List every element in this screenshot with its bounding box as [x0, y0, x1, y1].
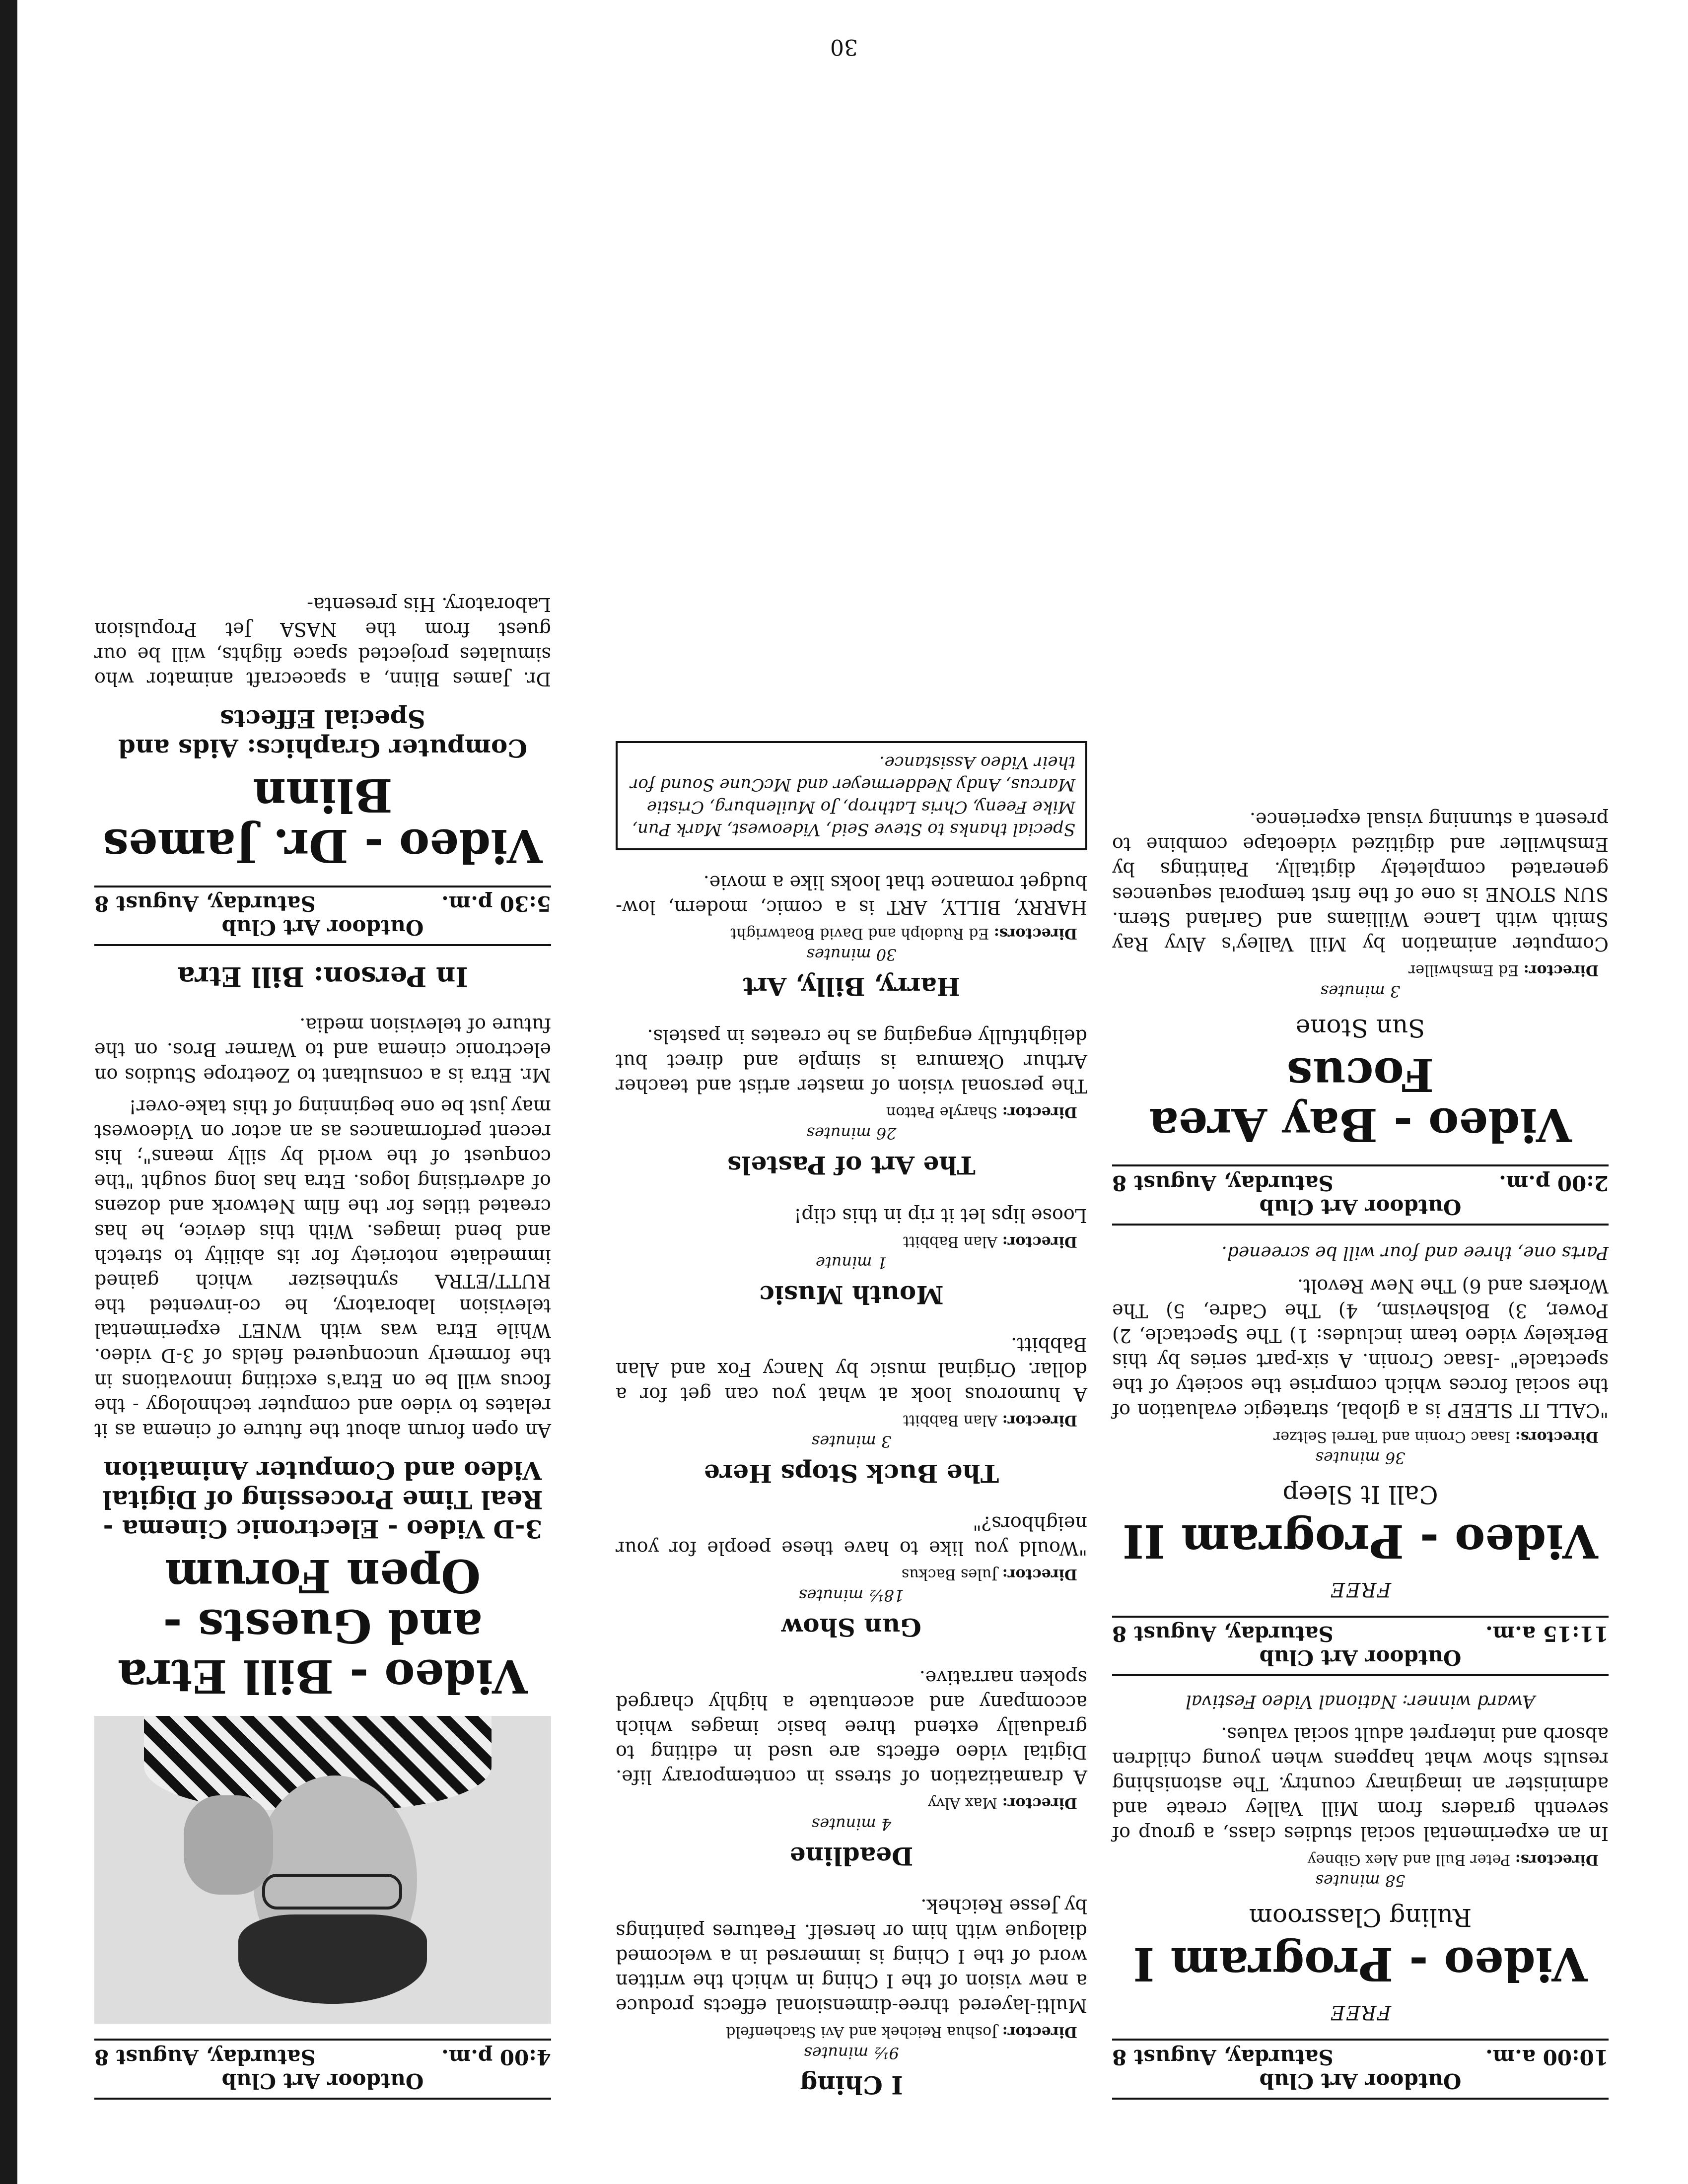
- director-line: Director: Alan Babbitt: [903, 1232, 1077, 1250]
- work-title: Mouth Music: [759, 1280, 944, 1309]
- event-time: 10:00 a.m.: [1485, 2045, 1609, 2069]
- work-entry: [616, 1024, 1087, 1180]
- column-middle: [616, 741, 1087, 2100]
- description: HARRY, BILLY, ART is a comic, modern, low-budget romance that looks like a movie.: [616, 871, 1087, 919]
- work-title: Gun Show: [781, 1613, 921, 1642]
- event-header: [94, 886, 551, 947]
- column-left: [1112, 800, 1609, 2100]
- program-title: Video - Bill Etra and Guests - Open Forum: [117, 1549, 528, 1704]
- screening-note: Parts one, three and four will be screened.: [1221, 1242, 1609, 1263]
- director-line: Director: Jules Backus: [901, 1566, 1077, 1583]
- duration: 36 minutes: [1315, 1448, 1406, 1467]
- award-note: Award winner: National Video Festival: [1186, 1691, 1535, 1712]
- work-entry: [616, 1332, 1087, 1488]
- page-edge-shadow: [0, 0, 17, 2184]
- work-entry: [616, 1665, 1087, 1871]
- description: Computer animation by Mill Valley's Alvy Ray Smith with Lance Williams and Garland Stern. SUN STONE is one of the first temporal sequences generated completely digitally. Paintings by Emshwiller and digitized videotape combine to present a stunning visual experience.: [1112, 809, 1609, 955]
- work-title: Deadline: [789, 1842, 914, 1871]
- description: Multi-layered three-dimensional effects produce a new vision of the I Ching in which the written word of the I Ching is immersed in a welcomed dialogue with him or herself. Features paintings by Jesse Reichek.: [616, 1895, 1087, 2017]
- duration: 58 minutes: [1315, 1871, 1406, 1891]
- description: A dramatization of stress in contemporary life. Digital video effects are used in editing to gradually extend three basic images which accompany and accentuate a highly charged spoken narrative.: [616, 1666, 1087, 1788]
- work-title: Sun Stone: [1295, 1013, 1425, 1042]
- duration: 4 minutes: [811, 1815, 892, 1834]
- event-header: [1112, 1616, 1609, 1677]
- work-title: The Art of Pastels: [727, 1151, 976, 1180]
- admission: FREE: [1329, 1577, 1392, 1601]
- page-number: 30: [830, 34, 858, 60]
- duration: 1 minute: [815, 1253, 888, 1272]
- works-list: [616, 870, 1087, 2100]
- event-time: 11:15 a.m.: [1485, 1622, 1609, 1646]
- event-date: Saturday, August 8: [1112, 1170, 1334, 1195]
- description: In an experimental social studies class, a group of seventh graders from Mill Valley create and administer an imaginary country. The astonishing results show what happens when young children absorb and interpret adult social values.: [1112, 1723, 1609, 1845]
- work-title: Ruling Classroom: [1249, 1903, 1472, 1932]
- event-header: [1112, 1164, 1609, 1226]
- event-header: [94, 2039, 551, 2100]
- event-time: 2:00 p.m.: [1499, 1170, 1609, 1195]
- description: Mr. Etra is a consultant to Zoetrope Studios on electronic cinema and to Warner Bros. on the future of television media.: [94, 1014, 551, 1086]
- description: Loose lips let it rip in this clip!: [794, 1204, 1087, 1227]
- description: A humorous look at what you can get for a dollar. Original music by Nancy Fox and Alan Babbitt.: [616, 1333, 1087, 1406]
- work-title: Harry, Billy, Art: [743, 972, 960, 1002]
- description: The personal vision of master artist and teacher Arthur Okamura is simple and direct but delightfully engaging as he creates in pastels.: [616, 1025, 1087, 1097]
- venue: Outdoor Art Club: [1259, 2069, 1462, 2093]
- work-entry: [616, 1203, 1087, 1309]
- work-title: I Ching: [800, 2070, 903, 2100]
- director-line: Director: Ed Emshwiller: [1408, 961, 1599, 979]
- event-time: 4:00 p.m.: [441, 2045, 551, 2069]
- director-line: Directors: Ed Rudolph and David Boatwright: [730, 925, 1077, 943]
- venue: Outdoor Art Club: [221, 2069, 424, 2093]
- duration: 9½ minutes: [804, 2044, 899, 2062]
- venue: Outdoor Art Club: [1259, 1645, 1462, 1670]
- column-right: [94, 585, 551, 2100]
- duration: 30 minutes: [806, 945, 897, 964]
- work-entry: [616, 1511, 1087, 1642]
- in-person-note: In Person: Bill Etra: [177, 961, 468, 993]
- bill-etra-photo: [94, 1716, 551, 2024]
- duration: 3 minutes: [811, 1432, 892, 1451]
- venue: Outdoor Art Club: [221, 915, 424, 940]
- program-subtitle: 3-D Video - Electronic Cinema - Real Time Processing of Digital Video and Computer Animation: [102, 1455, 543, 1544]
- work-entry: [616, 1894, 1087, 2100]
- description: Dr. James Blinn, a spacecraft animator who simulates projected space flights, will be our guest from the NASA Jet Propulsion Laboratory. His presenta-: [94, 593, 551, 690]
- director-line: Director: Sharyle Patton: [886, 1103, 1077, 1121]
- director-line: Directors: Isaac Cronin and Terrel Seltzer: [1273, 1428, 1599, 1445]
- director-line: Director: Joshua Reichek and Avi Stachenfeld: [726, 2023, 1077, 2041]
- director-line: Director: Max Alvy: [927, 1794, 1077, 1812]
- event-date: Saturday, August 8: [1112, 1622, 1334, 1646]
- event-header: [1112, 2039, 1609, 2100]
- director-line: Director: Alan Babbitt: [903, 1412, 1077, 1430]
- program-subtitle: Computer Graphics: Aids and Special Effects: [118, 704, 528, 763]
- work-entry: [616, 870, 1087, 1001]
- program-title: Video - Program II: [1122, 1514, 1599, 1568]
- program-title: Video - Dr. James Blinn: [103, 768, 543, 873]
- description: An open forum about the future of cinema as it relates to video and computer technology - the focus will be on Etra's exciting innovations in the formerly unconquered fields of 3-D video. While Etra was with WNET experimental television laboratory, he co-invented the RUTT/ETRA synthesizer which gained immediate notoriety for its ability to stretch and bend images. With this device, he has created titles for the film Network and dozens of advertising logos. Etra has long sought "the conquest of the world by silly means"; his recent performances as an actor on Videowest may just be one beginning of this take-over!: [94, 1095, 551, 1441]
- event-date: Saturday, August 8: [1112, 2045, 1334, 2069]
- venue: Outdoor Art Club: [1259, 1194, 1462, 1219]
- event-date: Saturday, August 8: [94, 891, 316, 916]
- admission: FREE: [1329, 2001, 1392, 2024]
- description: "CALL IT SLEEP is a global, strategic evaluation of the social forces which comprise the society of the spectacle" -Isaac Cronin. A six-part series by this Berkeley video team includes: 1) The Spectacle, 2) Power, 3) Bolshevism, 4) The Cadre, 5) The Workers and 6) The New Revolt.: [1112, 1275, 1609, 1422]
- description: "Would you like to have these people for your neighbors?": [616, 1512, 1087, 1560]
- duration: 26 minutes: [806, 1124, 897, 1143]
- event-date: Saturday, August 8: [94, 2045, 316, 2069]
- program-title: Video - Program I: [1133, 1937, 1588, 1991]
- program-title: Video - Bay Area Focus: [1148, 1048, 1572, 1152]
- duration: 3 minutes: [1320, 981, 1401, 1001]
- work-title: The Buck Stops Here: [703, 1459, 999, 1489]
- duration: 18½ minutes: [799, 1586, 904, 1605]
- work-title: Call It Sleep: [1282, 1480, 1438, 1509]
- director-line: Directors: Peter Bull and Alex Gibney: [1307, 1851, 1599, 1869]
- event-time: 5:30 p.m.: [441, 891, 551, 916]
- acknowledgements-box: Special thanks to Steve Seid, Videowest, Mark Pun, Mike Feeny, Chris Lathrop, Jo Muilenburg, Cristie Marcus, Andy Neddermeyer and McCune Sound for their Video Assistance.: [616, 741, 1087, 850]
